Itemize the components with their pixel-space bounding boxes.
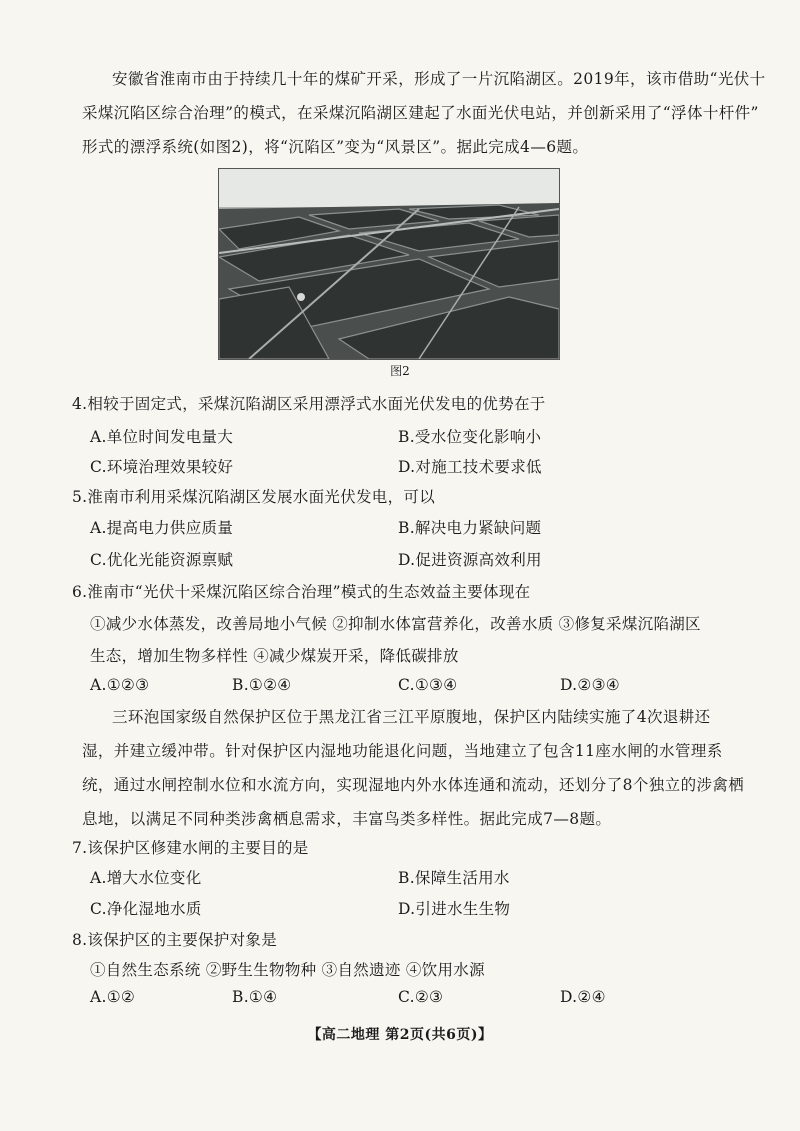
figure-caption: 图2 — [390, 364, 410, 378]
question-6-statements-line1: ①减少水体蒸发，改善局地小气候 ②抑制水体富营养化，改善水质 ③修复采煤沉陷湖区 — [90, 615, 701, 633]
question-4-option-c: C.环境治理效果较好 — [90, 458, 234, 476]
question-7-stem: 7.该保护区修建水闸的主要目的是 — [72, 839, 309, 857]
passage-intro-solar — [82, 62, 766, 164]
question-8-option-a: A.①② — [90, 988, 136, 1006]
page-footer: 【高二地理 第2页(共6页)】 — [307, 1027, 493, 1043]
question-8-option-c: C.②③ — [398, 988, 444, 1006]
question-8-statements-line1: ①自然生态系统 ②野生生物物种 ③自然遗迹 ④饮用水源 — [90, 961, 485, 979]
question-4-option-a: A.单位时间发电量大 — [90, 428, 234, 446]
question-5-option-c: C.优化光能资源禀赋 — [90, 551, 234, 569]
question-7-option-d: D.引进水生生物 — [398, 900, 511, 918]
question-7-option-c: C.净化湿地水质 — [90, 900, 202, 918]
question-6-option-d: D.②③④ — [560, 676, 620, 694]
question-6-option-a: A.①②③ — [90, 676, 150, 694]
passage-line: 统，通过水闸控制水位和水流方向，实现湿地内外水体连通和流动，还划分了8个独立的涉禽栖 — [82, 776, 745, 794]
question-5-option-b: B.解决电力紧缺问题 — [398, 519, 542, 537]
question-8-option-b: B.①④ — [232, 988, 278, 1006]
solar-panel-grid-image — [219, 169, 559, 359]
question-5-option-a: A.提高电力供应质量 — [90, 519, 234, 537]
question-6-statements-line2: 生态，增加生物多样性 ④减少煤炭开采，降低碳排放 — [90, 647, 459, 665]
passage-line: 形式的漂浮系统(如图2)，将“沉陷区”变为“风景区”。据此完成4—6题。 — [82, 138, 589, 156]
question-4-option-d: D.对施工技术要求低 — [398, 458, 542, 476]
floating-solar-photo — [218, 168, 560, 360]
question-6-option-b: B.①②④ — [232, 676, 292, 694]
passage-line: 安徽省淮南市由于持续几十年的煤矿开采，形成了一片沉陷湖区。2019年，该市借助“光伏十 — [112, 70, 766, 88]
question-5-option-d: D.促进资源高效利用 — [398, 551, 542, 569]
question-5-stem: 5.淮南市利用采煤沉陷湖区发展水面光伏发电，可以 — [72, 488, 435, 506]
passage-line: 采煤沉陷区综合治理”的模式，在采煤沉陷湖区建起了水面光伏电站，并创新采用了“浮体十杆件” — [82, 104, 759, 122]
question-7-option-a: A.增大水位变化 — [90, 869, 202, 887]
question-6-stem: 6.淮南市“光伏十采煤沉陷区综合治理”模式的生态效益主要体现在 — [72, 583, 531, 601]
question-4-option-b: B.受水位变化影响小 — [398, 428, 542, 446]
passage-line: 息地，以满足不同种类涉禽栖息需求，丰富鸟类多样性。据此完成7—8题。 — [82, 810, 612, 828]
question-8-option-d: D.②④ — [560, 988, 606, 1006]
question-6-option-c: C.①③④ — [398, 676, 458, 694]
question-7-option-b: B.保障生活用水 — [398, 869, 510, 887]
passage-line: 湿，并建立缓冲带。针对保护区内湿地功能退化问题，当地建立了包含11座水闸的水管理系 — [82, 742, 723, 760]
question-4-stem: 4.相较于固定式，采煤沉陷湖区采用漂浮式水面光伏发电的优势在于 — [72, 395, 546, 413]
question-8-stem: 8.该保护区的主要保护对象是 — [72, 931, 277, 949]
passage-intro-wetland — [82, 700, 745, 836]
passage-line: 三环泡国家级自然保护区位于黑龙江省三江平原腹地，保护区内陆续实施了4次退耕还 — [112, 708, 711, 726]
